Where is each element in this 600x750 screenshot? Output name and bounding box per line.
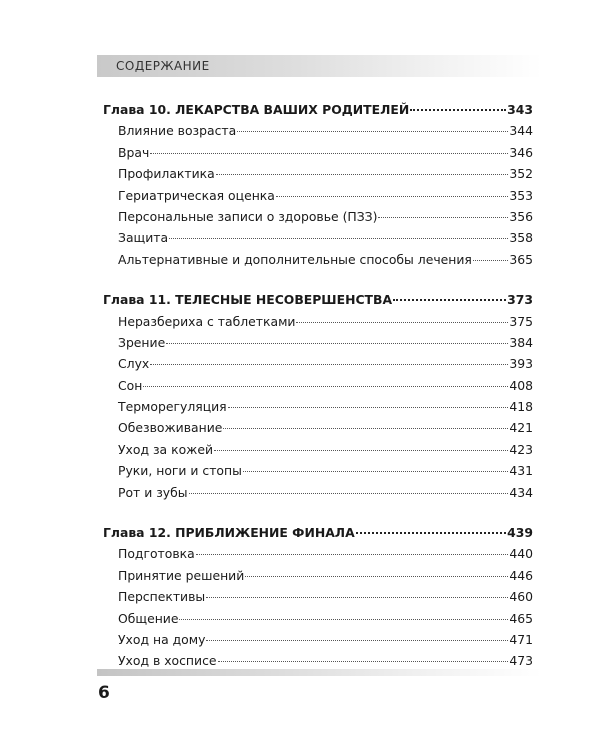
leader-dots (214, 450, 508, 451)
chapter-heading[interactable] (103, 99, 533, 120)
entry-page: 460 (509, 589, 533, 605)
entry-label: Гериатрическая оценка (118, 187, 275, 203)
entry-page: 384 (509, 334, 533, 350)
toc-entry[interactable] (103, 142, 533, 163)
footer-band (97, 669, 542, 676)
entry-label: Неразбериха с таблетками (118, 313, 296, 329)
entry-page: 431 (509, 463, 533, 479)
chapter-page: 439 (507, 525, 533, 541)
entry-label: Уход в хосписе (118, 653, 217, 669)
leader-dots (143, 386, 508, 387)
entry-page: 353 (509, 187, 533, 203)
entry-label: Альтернативные и дополнительные способы лечения (118, 251, 472, 267)
entry-page: 344 (509, 123, 533, 139)
toc-entry[interactable] (103, 417, 533, 438)
chapter-10 (103, 99, 533, 270)
chapter-title: Глава 12. ПРИБЛИЖЕНИЕ ФИНАЛА (103, 525, 355, 541)
entry-page: 440 (509, 546, 533, 562)
entry-page: 358 (509, 230, 533, 246)
entry-page: 421 (509, 420, 533, 436)
toc-entry[interactable] (103, 543, 533, 564)
chapter-12 (103, 522, 533, 672)
toc-entry[interactable] (103, 227, 533, 248)
leader-dots (179, 619, 508, 620)
leader-dots (378, 217, 508, 218)
entry-label: Влияние возраста (118, 123, 237, 139)
entry-label: Терморегуляция (118, 399, 227, 415)
toc-entry[interactable] (103, 185, 533, 206)
leader-dots (410, 109, 506, 111)
chapter-title: Глава 10. ЛЕКАРСТВА ВАШИХ РОДИТЕЛЕЙ (103, 102, 410, 117)
toc-entry[interactable] (103, 332, 533, 353)
leader-dots (216, 174, 509, 175)
entry-label: Принятие решений (118, 567, 245, 583)
entry-page: 446 (509, 567, 533, 583)
leader-dots (150, 364, 508, 365)
entry-page: 393 (509, 356, 533, 372)
toc-entry[interactable] (103, 608, 533, 629)
chapter-title: Глава 11. ТЕЛЕСНЫЕ НЕСОВЕРШЕНСТВА (103, 292, 393, 308)
leader-dots (206, 597, 508, 598)
toc-entry[interactable] (103, 460, 533, 481)
leader-dots (393, 299, 506, 301)
leader-dots (189, 493, 509, 494)
toc-entry[interactable] (103, 629, 533, 650)
entry-label: Персональные записи о здоровье (ПЗЗ) (118, 208, 378, 224)
entry-label: Зрение (118, 334, 166, 350)
toc-entry[interactable] (103, 482, 533, 503)
leader-dots (276, 196, 508, 197)
entry-label: Руки, ноги и стопы (118, 463, 242, 479)
toc-entry[interactable] (103, 375, 533, 396)
leader-dots (218, 661, 509, 662)
toc-entry[interactable] (103, 353, 533, 374)
leader-dots (169, 238, 508, 239)
entry-label: Профилактика (118, 166, 215, 182)
entry-page: 434 (509, 484, 533, 500)
toc-entry[interactable] (103, 249, 533, 270)
entry-page: 471 (509, 631, 533, 647)
entry-label: Врач (118, 144, 150, 160)
entry-page: 465 (509, 610, 533, 626)
entry-page: 356 (509, 208, 533, 224)
chapter-heading[interactable] (103, 522, 533, 543)
entry-label: Обезвоживание (118, 420, 223, 436)
toc-entry[interactable] (103, 586, 533, 607)
entry-label: Уход за кожей (118, 441, 213, 457)
entry-page: 408 (509, 377, 533, 393)
entry-page: 418 (509, 399, 533, 415)
entry-label: Уход на дому (118, 631, 206, 647)
leader-dots (245, 576, 508, 577)
page-number: 6 (98, 683, 110, 703)
toc-entry[interactable] (103, 396, 533, 417)
entry-page: 365 (509, 251, 533, 267)
entry-label: Рот и зубы (118, 484, 188, 500)
entry-label: Слух (118, 356, 150, 372)
chapter-11 (103, 289, 533, 503)
section-title: СОДЕРЖАНИЕ (116, 59, 210, 73)
entry-label: Общение (118, 610, 179, 626)
entry-page: 473 (509, 653, 533, 669)
chapter-page: 343 (507, 102, 533, 117)
entry-page: 352 (509, 166, 533, 182)
leader-dots (356, 532, 506, 534)
leader-dots (206, 640, 508, 641)
entry-label: Подготовка (118, 546, 195, 562)
entry-label: Перспективы (118, 589, 206, 605)
chapter-page: 373 (507, 292, 533, 308)
leader-dots (473, 260, 508, 261)
toc-entry[interactable] (103, 311, 533, 332)
leader-dots (166, 343, 508, 344)
leader-dots (243, 471, 508, 472)
entry-page: 423 (509, 441, 533, 457)
entry-label: Сон (118, 377, 143, 393)
leader-dots (237, 131, 508, 132)
toc-entry[interactable] (103, 206, 533, 227)
entry-label: Защита (118, 230, 169, 246)
entry-page: 375 (509, 313, 533, 329)
toc-entry[interactable] (103, 565, 533, 586)
leader-dots (223, 428, 508, 429)
chapter-heading[interactable] (103, 289, 533, 310)
leader-dots (150, 153, 508, 154)
leader-dots (296, 322, 508, 323)
leader-dots (228, 407, 509, 408)
toc-entry[interactable] (103, 163, 533, 184)
entry-page: 346 (509, 144, 533, 160)
toc-entry[interactable] (103, 439, 533, 460)
toc-entry[interactable] (103, 120, 533, 141)
leader-dots (196, 554, 509, 555)
table-of-contents (103, 99, 533, 691)
